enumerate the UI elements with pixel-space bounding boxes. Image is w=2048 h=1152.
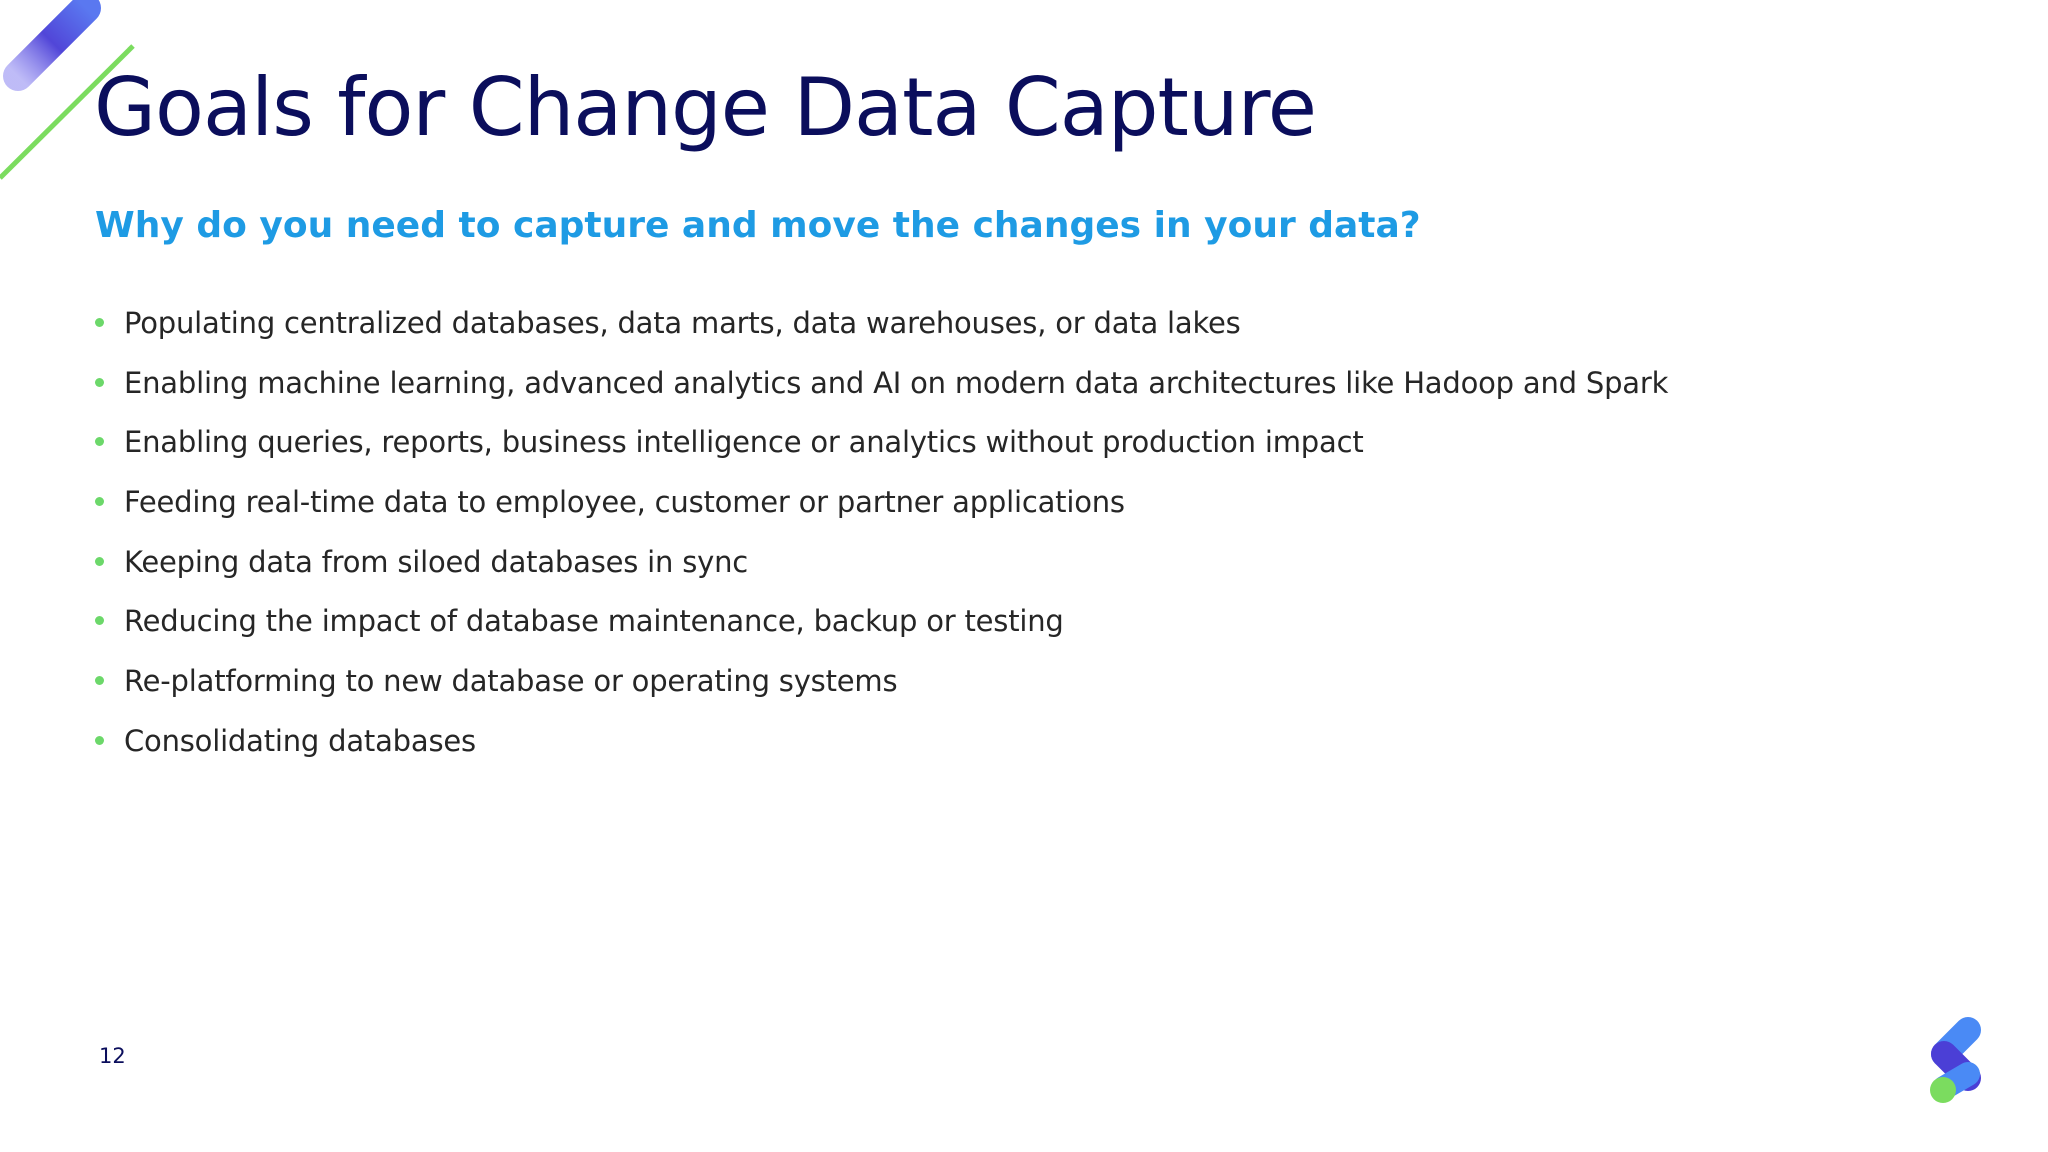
bullet-list: [95, 303, 1668, 781]
bullet-item: [95, 482, 1668, 542]
bullet-item: [95, 661, 1668, 721]
bullet-item: [95, 601, 1668, 661]
slide-subtitle: Why do you need to capture and move the changes in your data?: [95, 205, 1421, 246]
bullet-dot-icon: [95, 437, 104, 446]
bullet-dot-icon: [95, 378, 104, 387]
brand-logo-icon: [1924, 1012, 1988, 1104]
bullet-dot-icon: [95, 318, 104, 327]
bullet-dot-icon: [95, 676, 104, 685]
bullet-text: Keeping data from siloed databases in sync: [124, 544, 749, 579]
bullet-dot-icon: [95, 557, 104, 566]
bullet-text: Re-platforming to new database or operating systems: [124, 664, 898, 699]
bullet-dot-icon: [95, 497, 104, 506]
bullet-item: [95, 422, 1668, 482]
bullet-text: Enabling queries, reports, business intelligence or analytics without production impact: [124, 425, 1364, 460]
bullet-text: Feeding real-time data to employee, customer or partner applications: [124, 485, 1125, 520]
bullet-text: Consolidating databases: [124, 723, 476, 758]
bullet-text: Reducing the impact of database maintenance, backup or testing: [124, 604, 1064, 639]
bullet-text: Enabling machine learning, advanced analytics and AI on modern data architectures like Hadoop and Spark: [124, 365, 1669, 400]
slide-title: Goals for Change Data Capture: [94, 61, 1316, 154]
bullet-dot-icon: [95, 616, 104, 625]
bullet-text: Populating centralized databases, data marts, data warehouses, or data lakes: [124, 306, 1241, 340]
page-number: 12: [99, 1044, 126, 1068]
bullet-item: [95, 542, 1668, 602]
bullet-dot-icon: [95, 736, 104, 745]
bullet-item: [95, 303, 1668, 363]
bullet-item: [95, 721, 1668, 781]
bullet-item: [95, 363, 1668, 423]
